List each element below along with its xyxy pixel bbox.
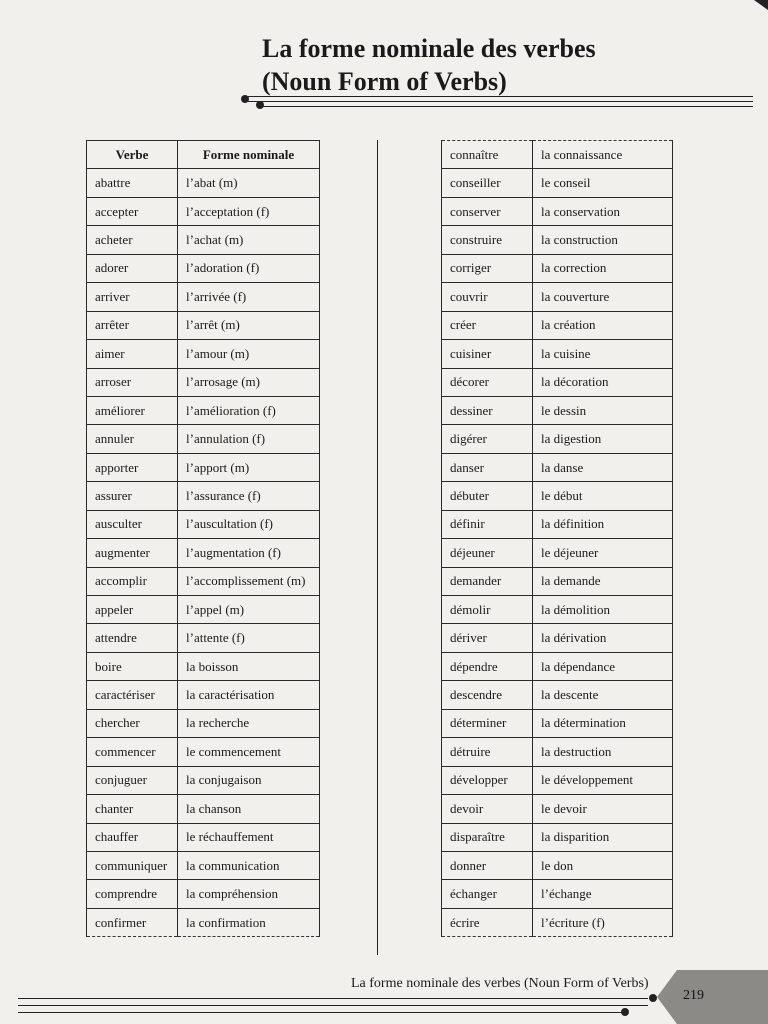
noun-form-cell: l’achat (m)	[178, 226, 320, 254]
verb-cell: dépendre	[442, 652, 533, 680]
noun-form-cell: l’amour (m)	[178, 340, 320, 368]
table-row	[442, 567, 673, 595]
verb-cell: annuler	[87, 425, 178, 453]
table-row	[442, 453, 673, 481]
noun-form-cell: la digestion	[533, 425, 673, 453]
table-row	[442, 681, 673, 709]
verb-cell: améliorer	[87, 396, 178, 424]
verb-cell: arrêter	[87, 311, 178, 339]
noun-form-cell: la création	[533, 311, 673, 339]
verb-cell: aimer	[87, 340, 178, 368]
table-row	[87, 254, 320, 282]
verb-cell: devoir	[442, 795, 533, 823]
noun-form-cell: l’auscultation (f)	[178, 510, 320, 538]
noun-form-cell: la caractérisation	[178, 681, 320, 709]
table-row	[87, 795, 320, 823]
table-row	[442, 596, 673, 624]
verb-cell: adorer	[87, 254, 178, 282]
table-header-row	[87, 141, 320, 169]
table-row	[442, 539, 673, 567]
verb-cell: chercher	[87, 709, 178, 737]
verb-cell: connaître	[442, 141, 533, 169]
table-row	[87, 283, 320, 311]
noun-form-cell: la demande	[533, 567, 673, 595]
verb-cell: débuter	[442, 482, 533, 510]
verb-cell: disparaître	[442, 823, 533, 851]
verb-cell: boire	[87, 652, 178, 680]
verb-cell: cuisiner	[442, 340, 533, 368]
verb-table-right	[441, 140, 673, 937]
verb-cell: accomplir	[87, 567, 178, 595]
verb-cell: caractériser	[87, 681, 178, 709]
verb-cell: développer	[442, 766, 533, 794]
table-row	[87, 908, 320, 936]
noun-form-cell: le devoir	[533, 795, 673, 823]
table-row	[87, 596, 320, 624]
noun-form-cell: la démolition	[533, 596, 673, 624]
title-line-1: La forme nominale des verbes	[262, 34, 596, 63]
noun-form-cell: la boisson	[178, 652, 320, 680]
verb-cell: déjeuner	[442, 539, 533, 567]
noun-form-cell: l’attente (f)	[178, 624, 320, 652]
table-row	[442, 624, 673, 652]
noun-form-cell: l’assurance (f)	[178, 482, 320, 510]
verb-cell: conseiller	[442, 169, 533, 197]
verb-cell: déterminer	[442, 709, 533, 737]
table-row	[87, 197, 320, 225]
table-row	[87, 510, 320, 538]
noun-form-cell: l’écriture (f)	[533, 908, 673, 936]
verb-cell: démolir	[442, 596, 533, 624]
verb-cell: construire	[442, 226, 533, 254]
noun-form-cell: la couverture	[533, 283, 673, 311]
noun-form-cell: l’adoration (f)	[178, 254, 320, 282]
verb-cell: commencer	[87, 738, 178, 766]
verb-cell: chanter	[87, 795, 178, 823]
noun-form-cell: l’augmentation (f)	[178, 539, 320, 567]
noun-form-cell: l’appel (m)	[178, 596, 320, 624]
table-row	[87, 396, 320, 424]
noun-form-cell: la chanson	[178, 795, 320, 823]
table-row	[442, 340, 673, 368]
table-row	[442, 709, 673, 737]
table-row	[442, 880, 673, 908]
table-row	[87, 368, 320, 396]
title-line-2: (Noun Form of Verbs)	[262, 67, 507, 96]
table-row	[87, 738, 320, 766]
table-row	[442, 141, 673, 169]
table-row	[442, 851, 673, 879]
noun-form-cell: l’arrêt (m)	[178, 311, 320, 339]
table-row	[87, 823, 320, 851]
noun-form-cell: la recherche	[178, 709, 320, 737]
column-header-forme-nominale: Forme nominale	[178, 141, 320, 169]
verb-table-left-body	[87, 169, 320, 937]
noun-form-cell: le réchauffement	[178, 823, 320, 851]
page-number: 219	[683, 988, 704, 1003]
footer-rule-3	[18, 1012, 628, 1013]
table-row	[442, 226, 673, 254]
table-row	[442, 510, 673, 538]
table-row	[442, 197, 673, 225]
table-row	[87, 766, 320, 794]
verb-cell: acheter	[87, 226, 178, 254]
table-row	[87, 681, 320, 709]
footer-rule-1	[18, 998, 648, 999]
noun-form-cell: la confirmation	[178, 908, 320, 936]
verb-cell: abattre	[87, 169, 178, 197]
verb-cell: corriger	[442, 254, 533, 282]
verb-cell: assurer	[87, 482, 178, 510]
header-rule-3	[262, 106, 753, 107]
table-row	[87, 311, 320, 339]
noun-form-cell: le déjeuner	[533, 539, 673, 567]
noun-form-cell: la dépendance	[533, 652, 673, 680]
table-row	[442, 169, 673, 197]
noun-form-cell: le don	[533, 851, 673, 879]
page-number-tab	[657, 970, 768, 1024]
verb-cell: définir	[442, 510, 533, 538]
table-row	[442, 254, 673, 282]
verb-cell: communiquer	[87, 851, 178, 879]
verb-cell: arriver	[87, 283, 178, 311]
noun-form-cell: l’arrosage (m)	[178, 368, 320, 396]
noun-form-cell: la compréhension	[178, 880, 320, 908]
table-row	[87, 453, 320, 481]
page-title	[262, 32, 596, 98]
table-row	[442, 396, 673, 424]
verb-cell: demander	[442, 567, 533, 595]
noun-form-cell: la communication	[178, 851, 320, 879]
noun-form-cell: la danse	[533, 453, 673, 481]
table-row	[442, 368, 673, 396]
verb-cell: augmenter	[87, 539, 178, 567]
verb-cell: couvrir	[442, 283, 533, 311]
table-row	[87, 652, 320, 680]
table-row	[442, 425, 673, 453]
verb-cell: échanger	[442, 880, 533, 908]
noun-form-cell: la conservation	[533, 197, 673, 225]
noun-form-cell: la disparition	[533, 823, 673, 851]
verb-cell: détruire	[442, 738, 533, 766]
noun-form-cell: la définition	[533, 510, 673, 538]
table-row	[87, 425, 320, 453]
verb-table-right-body	[442, 141, 673, 937]
noun-form-cell: la conjugaison	[178, 766, 320, 794]
verb-cell: appeler	[87, 596, 178, 624]
noun-form-cell: la connaissance	[533, 141, 673, 169]
header-rule-1	[248, 96, 753, 97]
table-row	[87, 482, 320, 510]
verb-cell: conjuguer	[87, 766, 178, 794]
noun-form-cell: le début	[533, 482, 673, 510]
table-row	[87, 709, 320, 737]
noun-form-cell: la dérivation	[533, 624, 673, 652]
header-dot-1	[241, 95, 249, 103]
verb-cell: attendre	[87, 624, 178, 652]
verb-cell: confirmer	[87, 908, 178, 936]
noun-form-cell: le conseil	[533, 169, 673, 197]
noun-form-cell: la destruction	[533, 738, 673, 766]
table-row	[442, 283, 673, 311]
noun-form-cell: l’abat (m)	[178, 169, 320, 197]
table-row	[442, 908, 673, 936]
noun-form-cell: l’amélioration (f)	[178, 396, 320, 424]
verb-cell: descendre	[442, 681, 533, 709]
verb-table-left	[86, 140, 320, 937]
noun-form-cell: le dessin	[533, 396, 673, 424]
verb-cell: digérer	[442, 425, 533, 453]
noun-form-cell: la détermination	[533, 709, 673, 737]
column-header-verbe: Verbe	[87, 141, 178, 169]
table-row	[87, 340, 320, 368]
verb-cell: arroser	[87, 368, 178, 396]
column-separator	[377, 140, 378, 955]
verb-cell: chauffer	[87, 823, 178, 851]
header-rule-2	[248, 101, 753, 102]
table-row	[87, 880, 320, 908]
table-row	[87, 851, 320, 879]
verb-cell: comprendre	[87, 880, 178, 908]
verb-cell: conserver	[442, 197, 533, 225]
noun-form-cell: l’annulation (f)	[178, 425, 320, 453]
corner-mark	[754, 0, 768, 10]
noun-form-cell: l’échange	[533, 880, 673, 908]
noun-form-cell: la décoration	[533, 368, 673, 396]
verb-cell: dériver	[442, 624, 533, 652]
noun-form-cell: la construction	[533, 226, 673, 254]
footer-dot-1	[649, 994, 657, 1002]
footer-title: La forme nominale des verbes (Noun Form of Verbs)	[351, 976, 649, 991]
noun-form-cell: la descente	[533, 681, 673, 709]
footer-dot-2	[621, 1008, 629, 1016]
table-row	[87, 567, 320, 595]
verb-cell: ausculter	[87, 510, 178, 538]
table-row	[442, 766, 673, 794]
noun-form-cell: l’accomplissement (m)	[178, 567, 320, 595]
table-row	[87, 169, 320, 197]
verb-cell: danser	[442, 453, 533, 481]
verb-cell: créer	[442, 311, 533, 339]
noun-form-cell: le commencement	[178, 738, 320, 766]
verb-cell: écrire	[442, 908, 533, 936]
table-row	[87, 226, 320, 254]
table-row	[442, 311, 673, 339]
verb-cell: apporter	[87, 453, 178, 481]
noun-form-cell: l’acceptation (f)	[178, 197, 320, 225]
noun-form-cell: le développement	[533, 766, 673, 794]
table-row	[442, 482, 673, 510]
table-row	[442, 738, 673, 766]
verb-cell: accepter	[87, 197, 178, 225]
table-row	[87, 624, 320, 652]
noun-form-cell: la correction	[533, 254, 673, 282]
noun-form-cell: l’arrivée (f)	[178, 283, 320, 311]
verb-cell: décorer	[442, 368, 533, 396]
table-row	[87, 539, 320, 567]
verb-cell: donner	[442, 851, 533, 879]
footer-rule-2	[18, 1005, 648, 1006]
noun-form-cell: la cuisine	[533, 340, 673, 368]
noun-form-cell: l’apport (m)	[178, 453, 320, 481]
header-dot-2	[256, 101, 264, 109]
table-row	[442, 652, 673, 680]
table-row	[442, 823, 673, 851]
table-row	[442, 795, 673, 823]
verb-cell: dessiner	[442, 396, 533, 424]
